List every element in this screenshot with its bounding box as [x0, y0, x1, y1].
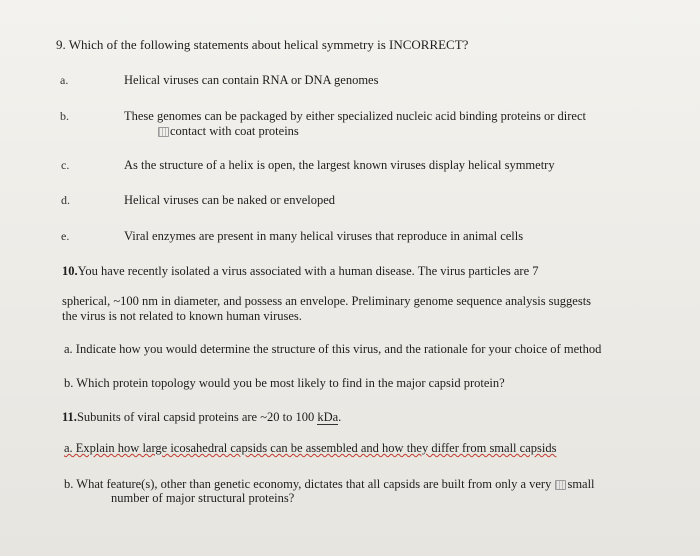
option-9c-letter: c. [61, 158, 70, 172]
question-10b: b. Which protein topology would you be most likely to find in the major capsid protein? [64, 376, 505, 390]
option-9a-text: Helical viruses can contain RNA or DNA genomes [124, 73, 379, 87]
question-10-text-line1: You have recently isolated a virus associated with a human disease. The virus particles are 7 [77, 264, 539, 278]
question-11-unit: kDa [317, 410, 339, 424]
option-9b-line2-row [157, 124, 299, 139]
option-9a-letter: a. [60, 73, 69, 87]
question-11a [64, 441, 556, 456]
option-9d-letter: d. [61, 193, 70, 207]
question-11b-line2: number of major structural proteins? [111, 491, 295, 505]
question-11-stem [62, 410, 341, 425]
option-9b-letter: b. [60, 109, 69, 123]
option-9c-text: As the structure of a helix is open, the largest known viruses display helical symmetry [124, 158, 555, 172]
question-10-number: 10. [62, 264, 78, 278]
question-11-stem-text: Subunits of viral capsid proteins are ~20 to 100 [76, 410, 318, 424]
option-9b-line1: These genomes can be packaged by either specialized nucleic acid binding proteins or direct [124, 109, 586, 123]
embedded-character-icon [158, 127, 169, 137]
option-9e-letter: e. [61, 229, 70, 243]
embedded-character-icon [555, 480, 566, 490]
question-11-number: 11. [62, 410, 77, 424]
question-11b-line1-pre: b. What feature(s), other than genetic economy, dictates that all capsids are built from only a very [64, 477, 552, 491]
question-11b-line1 [64, 477, 595, 492]
question-10-stem-line1 [62, 264, 539, 279]
option-9b-line2: contact with coat proteins [170, 124, 299, 138]
question-11b-line1-post: small [567, 477, 595, 491]
question-11a-text: a. Explain how large icosahedral capsids can be assembled and how they differ from small capsids [64, 441, 557, 455]
question-10a: a. Indicate how you would determine the structure of this virus, and the rationale for your choice of method [64, 342, 602, 356]
question-10-stem-line3: the virus is not related to known human viruses. [62, 309, 302, 323]
question-9-title: 9. Which of the following statements about helical symmetry is INCORRECT? [56, 37, 469, 52]
option-9e-text: Viral enzymes are present in many helical viruses that reproduce in animal cells [124, 229, 524, 243]
question-10-stem-line2: spherical, ~100 nm in diameter, and possess an envelope. Preliminary genome sequence analysis suggests [62, 294, 592, 308]
question-11-stem-end: . [338, 410, 342, 424]
option-9d-text: Helical viruses can be naked or enveloped [124, 193, 336, 207]
